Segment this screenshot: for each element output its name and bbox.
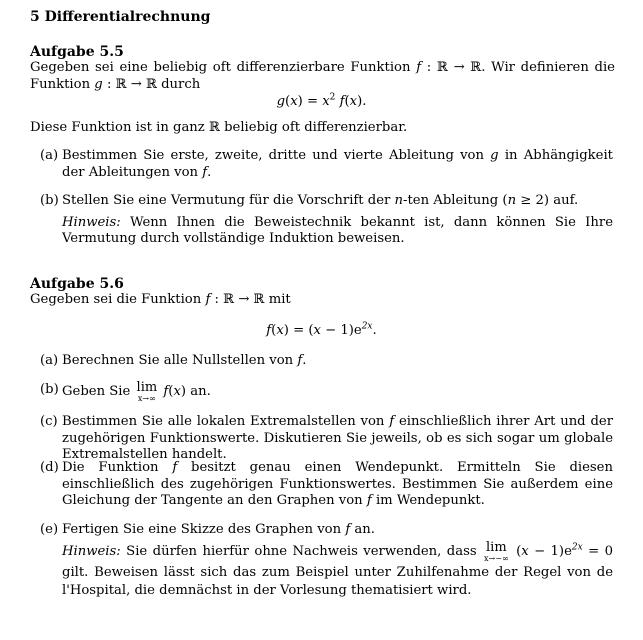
part-text: Stellen Sie eine Vermutung für die Vorschrift der n-ten Ableitung (n ≥ 2) auf. Hinweis: Wenn Ihnen die Beweistechnik bekannt ist, dann können Sie Ihre Vermutung durch vollständige Induktion beweisen. xyxy=(62,193,613,246)
hint-block: Hinweis: Sie dürfen hierfür ohne Nachweis verwenden, dass lim x→−∞ $(x - 1)e^{2x} = 0$ gilt. Beweisen lässt sich das zum Beispiel unter Zuhilfenahme der Regel von de l'Hospital, die demnächst in der Vorlesung thematisiert wird. xyxy=(62,539,613,598)
section-title: 5 Differentialrechnung xyxy=(30,9,211,25)
part-label: (a) xyxy=(40,148,59,163)
part-label: (b) xyxy=(40,382,59,397)
part-text: Die Funktion f besitzt genau einen Wendepunkt. Ermitteln Sie diesen einschließlich des zugehörigen Funktionswertes. Bestimmen Sie außerdem eine Gleichung der Tangente an den Graphen von f im Wendepunkt. xyxy=(62,460,613,508)
part-text: Bestimmen Sie erste, zweite, dritte und vierte Ableitung von g in Abhängigkeit der Ableitungen von f. xyxy=(62,148,613,180)
task2-equation: $f(x) = (x - 1)e^{2x}$. xyxy=(266,321,377,338)
part-label: (a) xyxy=(40,353,59,368)
part-text: Bestimmen Sie alle lokalen Extremalstellen von f einschließlich ihrer Art und der zugehörigen Funktionswerte. Diskutieren Sie jeweils, ob es sich sogar um globale Extremalstellen handelt. xyxy=(62,414,613,462)
task1-after: Diese Funktion ist in ganz ℝ beliebig oft differenzierbar. xyxy=(30,120,408,135)
part-text: Geben Sie lim x→∞ f(x) an. xyxy=(62,380,211,403)
limit-operator: lim x→∞ xyxy=(136,380,158,403)
task2-intro: Gegeben sei die Funktion f : ℝ → ℝ mit xyxy=(30,292,291,307)
part-label: (c) xyxy=(40,414,58,429)
task2-heading: Aufgabe 5.6 xyxy=(30,276,124,292)
task1-heading: Aufgabe 5.5 xyxy=(30,44,124,60)
part-label: (d) xyxy=(40,460,59,475)
task1-equation: $g(x) = x^2$ f(x). xyxy=(276,92,367,109)
part-label: (e) xyxy=(40,522,59,537)
task1-intro: Gegeben sei eine beliebig oft differenzierbare Funktion f : ℝ → ℝ. Wir definieren die Funktion g : ℝ → ℝ durch xyxy=(30,60,615,92)
part-text: Berechnen Sie alle Nullstellen von f. xyxy=(62,353,307,368)
limit-operator: lim x→−∞ xyxy=(484,539,509,563)
part-label: (b) xyxy=(40,193,59,208)
part-text: Fertigen Sie eine Skizze des Graphen von f an. Hinweis: Sie dürfen hierfür ohne Nachweis verwenden, dass lim x→−∞ $(x - 1)e^{2x} = 0$ gilt. Beweisen lässt sich das zum Beispiel unter Zuhilfenahme der Regel von de l'Hospital, die demnächst in der Vorlesung thematisiert wird. xyxy=(62,522,613,598)
hint-block: Hinweis: Wenn Ihnen die Beweistechnik bekannt ist, dann können Sie Ihre Vermutung durch vollständige Induktion beweisen. xyxy=(62,214,613,246)
